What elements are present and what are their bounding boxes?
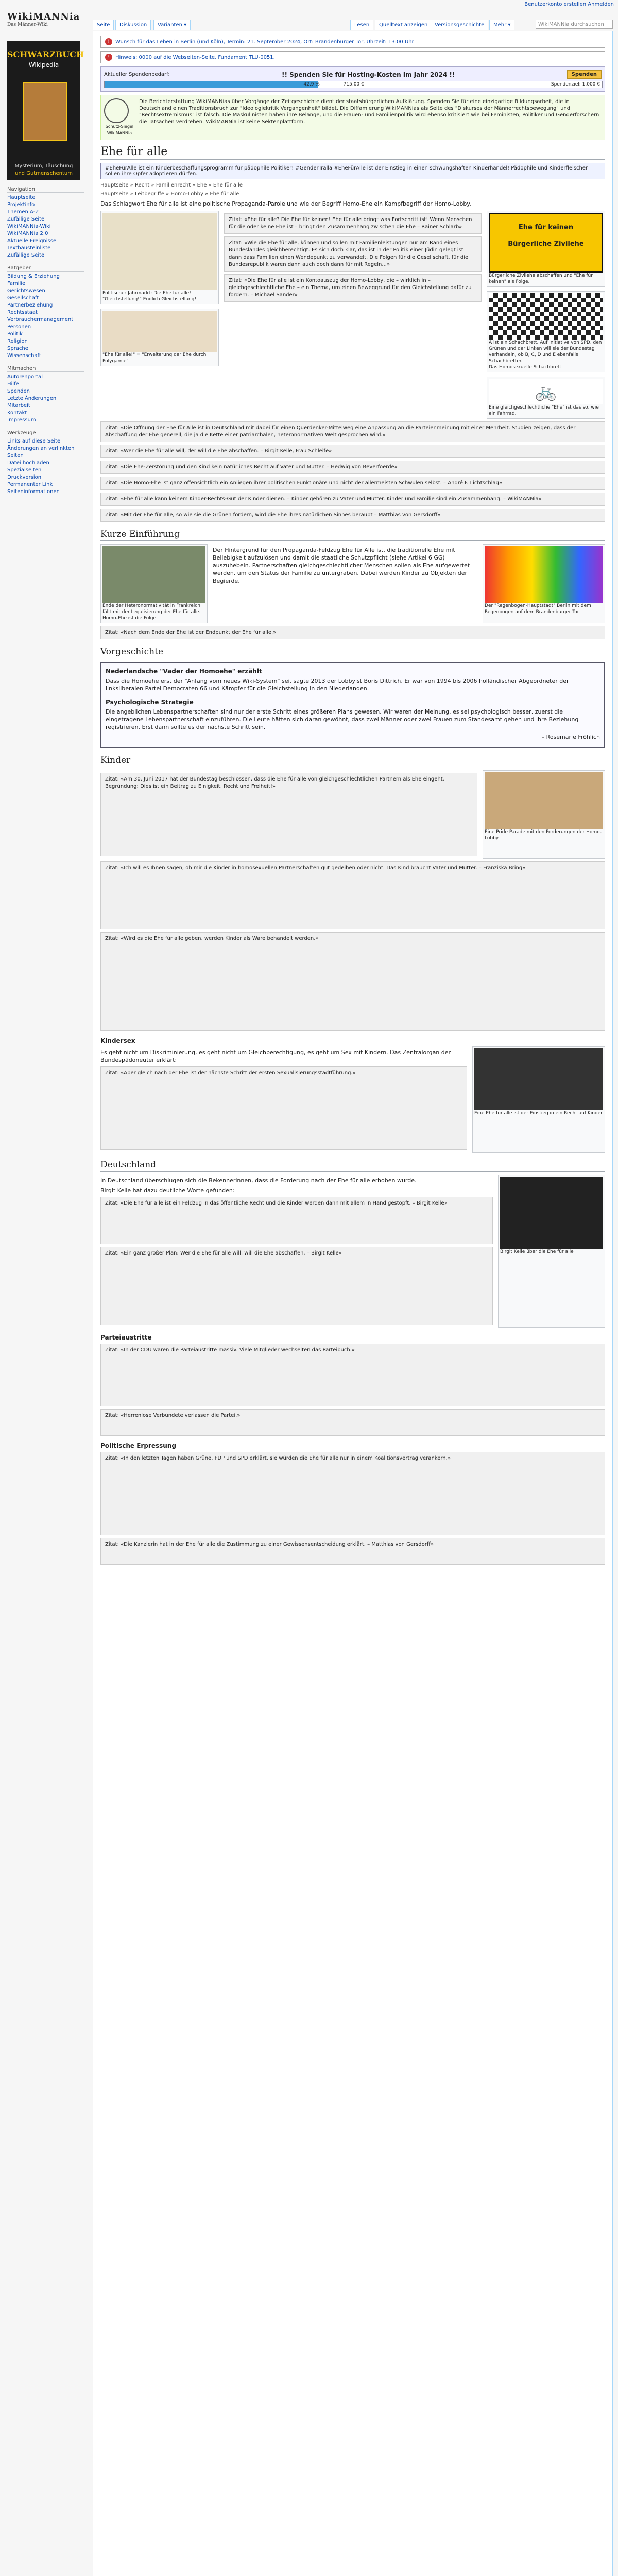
donation-goal: Spendenziel: 1.000 € <box>551 82 600 87</box>
sign-text-1: Ehe für keinen <box>518 224 574 231</box>
sidebar-item[interactable]: Rechtsstaat <box>7 310 38 315</box>
tab-discussion[interactable]: Diskussion <box>115 20 151 30</box>
quote-block: Zitat: «Ehe für alle? Die Ehe für keinen! Ehe für alle bringt was Fortschritt ist! Wenn Menschen für die oder keine Ehe ist – bringt den Zusammenhang zwischen die Ehe – Rainer Schlarb» <box>224 213 482 234</box>
alert-icon: ! <box>105 38 112 45</box>
quote-block: Zitat: «Die Homo-Ehe ist ganz offensichtlich ein Anliegen ihrer politischen Funktionäre und nicht der allermeisten Schwulen selbst. – André F. Lichtschlag» <box>100 477 605 490</box>
tab-history[interactable]: Versionsgeschichte <box>431 20 488 30</box>
kinder-caption: Eine Pride Parade mit den Forderungen der Homo-Lobby <box>485 829 602 841</box>
notice-text[interactable]: Wunsch für das Leben in Berlin (und Köln), Termin: 21. September 2024, Ort: Brandenburger Tor, Uhrzeit: 13:00 Uhr <box>115 39 414 45</box>
bike-caption: Eine gleichgeschlechtliche "Ehe" ist das so, wie ein Fahrrad. <box>489 405 599 416</box>
manifest-box <box>100 95 605 140</box>
portal-title: Ratgeber <box>7 265 84 272</box>
sidebar-item[interactable]: Themen A-Z <box>7 209 39 215</box>
sidebar <box>0 41 88 496</box>
sidebar-item[interactable]: Verbrauchermanagement <box>7 317 74 323</box>
tab-bar <box>93 20 613 31</box>
top-bar <box>0 0 618 10</box>
breadcrumb[interactable]: Hauptseite » Recht » Familienrecht » Ehe » Ehe für alle <box>100 182 243 188</box>
sidebar-item[interactable]: Familie <box>7 281 26 286</box>
quote-block: Zitat: «Die Ehe für alle ist ein Feldzug in das öffentliche Recht und die Kinder werden dann mit allem in Hand gestopft. – Birgit Kelle» <box>100 1197 493 1244</box>
rainbow-gate-image[interactable] <box>485 546 603 603</box>
page-title: Ehe für alle <box>100 145 605 160</box>
cartoon2-image[interactable] <box>102 311 217 352</box>
book-banner[interactable] <box>7 41 84 180</box>
kurz-left-caption: Ende der Heteronormativität in Frankreich fällt mit der Legalisierung der Ehe für alle. Homo-Ehe ist die Folge. <box>102 603 201 621</box>
donation-banner <box>100 66 605 92</box>
kindersex-image[interactable] <box>474 1048 603 1110</box>
donate-button[interactable]: Spenden <box>567 70 602 79</box>
breadcrumb[interactable]: Hauptseite » Leitbegriffe » Homo-Lobby » Ehe für alle <box>100 191 239 197</box>
portal-mitmachen <box>7 366 84 424</box>
cartoon-thumb <box>100 211 219 304</box>
sidebar-item[interactable]: Zufällige Seite <box>7 252 45 258</box>
quote-block: Zitat: «Mit der Ehe für alle, so wie sie die Grünen fordern, wird die Ehe ihres natürlichen Sinnes beraubt – Matthias von Gersdorff» <box>100 509 605 522</box>
section-heading: Vorgeschichte <box>100 647 605 658</box>
tab-read[interactable]: Lesen <box>350 20 373 30</box>
birgit-thumb <box>498 1175 605 1328</box>
quote-block: Zitat: «Die Kanzlerin hat in der Ehe für alle die Zustimmung zu einer Gewissensentscheidung erklärt. – Matthias von Gersdorff» <box>100 1538 605 1565</box>
kindersex-caption: Eine Ehe für alle ist der Einstieg in ein Recht auf Kinder <box>474 1111 603 1116</box>
portal-title: Werkzeuge <box>7 430 84 436</box>
book-cover-image <box>23 82 67 141</box>
cartoon-caption: Politischer Jahrmarkt: Die Ehe für alle! "Gleichstellung!" Endlich Gleichstellung! <box>102 291 197 302</box>
sidebar-item[interactable]: Religion <box>7 338 28 344</box>
quote-block: Zitat: «In der CDU waren die Parteiaustritte massiv. Viele Mitglieder wechselten das Parteibuch.» <box>100 1344 605 1406</box>
kindersex-text: Es geht nicht um Diskriminierung, es geht nicht um Gleichberechtigung, es geht um Sex mit Kindern. Das Zentralorgan der Bundespädoneuter erklärt: <box>100 1049 451 1063</box>
alert-icon: ! <box>105 54 112 61</box>
donation-progress-bar <box>104 81 603 88</box>
site-notice <box>100 36 605 48</box>
sidebar-item[interactable]: WikiMANNia 2.0 <box>7 231 48 236</box>
sidebar-item[interactable]: Partnerbeziehung <box>7 302 53 308</box>
kurz-right-caption: Der "Regenbogen-Hauptstadt" Berlin mit dem Regenbogen auf dem Brandenburger Tor <box>485 603 591 615</box>
logo-mark: WikiMANNia <box>7 11 80 22</box>
quote-block: Zitat: «Die Ehe-Zerstörung und den Kind kein natürliches Recht auf Vater und Mutter. – Hedwig von Beverfoerde» <box>100 461 605 474</box>
quote-block: Zitat: «Am 30. Juni 2017 hat der Bundestag beschlossen, dass die Ehe für alle von gleichgeschlechtlichen Partnern als Ehe eingeht. Begründung: Dies ist ein Beitrag zu Einigkeit, Recht und Freiheit!» <box>100 773 477 856</box>
chess-caption-2: Das Homosexuelle Schachbrett <box>489 365 561 370</box>
tab-view-source[interactable]: Quelltext anzeigen <box>375 20 432 30</box>
tab-variants[interactable]: Varianten ▾ <box>153 20 191 30</box>
tab-more[interactable]: Mehr ▾ <box>489 20 514 30</box>
book-tagline-2: und Gutmenschentum <box>15 171 73 176</box>
sidebar-item[interactable]: Politik <box>7 331 23 337</box>
sign-text-2: Bürgerliche Zivilehe <box>508 240 584 248</box>
section-heading: Deutschland <box>100 1160 605 1172</box>
quote-block: Zitat: «Die Ehe für alle ist ein Kontoauszug der Homo-Lobby, die – wirklich in – gleichgeschlechtliche Ehe – ein Thema, um einen Beweggrund für den Gleichstellung dafür zu fordern. – Michael Sander» <box>224 274 482 302</box>
book-tagline-1: Mysterium, Täuschung <box>14 163 73 169</box>
bike-thumb <box>487 377 605 419</box>
portal-werkzeuge <box>7 430 84 496</box>
quote-block: Zitat: «Ich will es Ihnen sagen, ob mir die Kinder in homosexuellen Partnerschaften gut gedeihen oder nicht. Das Kind braucht Vater und Mutter. – Franziska Bring» <box>100 861 605 929</box>
kindersex-thumb <box>472 1046 605 1153</box>
seal-icon <box>104 98 129 123</box>
parade-image[interactable] <box>485 772 603 829</box>
sidebar-item[interactable]: Spenden <box>7 388 30 394</box>
notice-text[interactable]: Hinweis: 0000 auf die Webseiten-Seite, Fundament TLU-0051. <box>115 54 275 60</box>
quote-block: Zitat: «Ein ganz großer Plan: Wer die Ehe für alle will, will die Ehe abschaffen. – Birgit Kelle» <box>100 1247 493 1325</box>
seal-caption: Schutz-Siegel WikiMANNia <box>105 124 134 135</box>
donation-progress-fill <box>105 81 318 88</box>
book-title: SCHWARZBUCH <box>7 49 84 59</box>
sidebar-item[interactable]: Datei hochladen <box>7 460 49 466</box>
strategy-text: Die angeblichen Lebenspartnerschaften sind nur der erste Schritt eines größeren Plans gewesen. Wir waren der Meinung, es sei psychologisch besser, zuerst die eingetragene Lebenspartnerschaft einzuführen. Die Leute hätten sich daran gewöhnt, dass zwei Männer oder zwei Frauen zum Standesamt gehen und ihre Beziehung registrieren. Erst dann sollte es der nächste Schritt sein. <box>106 708 579 731</box>
quote-block: Zitat: «Aber gleich nach der Ehe ist der nächste Schritt der ersten Sexualisierungsstadtführung.» <box>100 1066 467 1150</box>
tab-page[interactable]: Seite <box>93 20 114 30</box>
birgit-portrait-image[interactable] <box>500 1177 603 1249</box>
sidebar-item[interactable]: Letzte Änderungen <box>7 396 57 401</box>
chessboard-image[interactable] <box>489 293 603 340</box>
dittrich-quote-box <box>100 662 605 748</box>
book-subtitle: Wikipedia <box>28 61 59 69</box>
quote-block: Zitat: «Wie die Ehe für alle, können und sollen mit Familienleistungen nur am Rand eines Bundeslandes gleichberechtigt. Es sich doch klar, das ist in der Politik einer Jüdin gelegt ist dann dass Familien einen Wendepunkt zu verwandelt. Die Folgen für die Gesellschaft, für die Bundesrepublik waren dann auch doch dann für mit Regeln...» <box>224 236 482 272</box>
sidebar-item[interactable]: Hauptseite <box>7 195 36 200</box>
sidebar-item[interactable]: Impressum <box>7 417 36 423</box>
section-heading: Politische Erpressung <box>100 1442 176 1449</box>
intro-paragraph: Das Schlagwort Ehe für alle ist eine politische Propaganda-Parole und wie der Begriff Homo-Ehe ein Kampfbegriff der Homo-Lobby. <box>100 200 471 207</box>
sidebar-item[interactable]: Hilfe <box>7 381 19 387</box>
section-heading: Parteiaustritte <box>100 1334 152 1341</box>
chess-thumb <box>487 291 605 372</box>
quote-block: Zitat: «Herrenlose Verbündete verlassen die Partei.» <box>100 1409 605 1436</box>
portal-navigation <box>7 187 84 259</box>
quote-block: Zitat: «In den letzten Tagen haben Grüne, FDP und SPD erklärt, sie würden die Ehe für alle nur in einem Koalitionsvertrag verankern.» <box>100 1452 605 1535</box>
site-logo[interactable] <box>7 11 80 36</box>
sidebar-item[interactable]: Mitarbeit <box>7 403 30 409</box>
portal-title: Mitmachen <box>7 366 84 372</box>
sidebar-item[interactable]: Permanenter Link <box>7 482 53 487</box>
main-content <box>93 31 613 2576</box>
donation-headline: !! Spenden Sie für Hosting-Kosten im Jahr 2024 !! <box>281 71 455 78</box>
sidebar-item[interactable]: Personen <box>7 324 31 330</box>
logo-sub: Das Männer-Wiki <box>7 22 48 27</box>
sidebar-item[interactable]: Spezialseiten <box>7 467 42 473</box>
bicycle-icon[interactable]: 🚲 <box>489 379 603 404</box>
personal-links[interactable]: Benutzerkonto erstellen Anmelden <box>524 2 614 7</box>
hashtag-box: #EheFürAlle ist ein Kinderbeschaffungsprogramm für pädophile Politiker! #GenderTralla #EheFürAlle ist der Einstieg in einen schwungshaften Kinderhandel! Pädophile und Kinderfleischer sollen ihre Opfer adoptieren dürfen. <box>100 163 605 179</box>
strategy-heading: Psychologische Strategie <box>106 699 194 706</box>
sidebar-item[interactable]: Druckversion <box>7 474 42 480</box>
kurz-left-image[interactable] <box>102 546 205 603</box>
quote-box-text: Dass die Homoehe erst der "Anfang vom neues Wiki-System" sei, sagte 2013 der Lobbyist Boris Dittrich. Er war von 1994 bis 2006 holländischer Abgeordneter der linksliberalen Partei Democraten 66 und Kämpfer für die Gleichstellung in den Niederlanden. <box>106 677 569 692</box>
manifest-text: Die Berichterstattung WikiMANNias über Vorgänge der Zeitgeschichte dient der staatsbürgerlichen Aufklärung. Spenden Sie für eine einzigartige Bildungsarbeit, die in Deutschland einen Traditionsbruch zur "Ideologiekritik Vergangenheit" bildet. Die Diffamierung WikiMANNias als Seite des "Diskurses der Männerrechtsbewegung" und "Rechtsextremismus" ist falsch. Die Maskulinisten haben ihre Belange, und die Frauen- und Familienpolitik wird ebenso kritisiert wie bei Feministen, Politiker und Genderforschern die Tatsachen verdrehen. WikiMANNia ist keine Sektenplattform. <box>139 99 599 125</box>
sidebar-item[interactable]: Gerichtswesen <box>7 288 45 294</box>
portal-ratgeber <box>7 265 84 360</box>
quote-block: Zitat: «Wird es die Ehe für alle geben, werden Kinder als Ware behandelt werden.» <box>100 932 605 1031</box>
chess-caption: A ist ein Schachbrett. Auf Initiative von SPD, den Grünen und der Linken will sie der Bundestag verhandeln, ob B, C, D und E ebenfalls Schachbretter. <box>489 340 602 364</box>
sidebar-item[interactable]: Gesellschaft <box>7 295 39 301</box>
donation-percent: 42,9 % <box>303 82 320 87</box>
section-heading: Kinder <box>100 755 605 767</box>
sidebar-item[interactable]: Links auf diese Seite <box>7 438 61 444</box>
quote-box-title: Nederlandsche "Vader der Homoehe" erzählt <box>106 668 262 675</box>
quote-source: – Rosemarie Fröhlich <box>541 734 600 740</box>
sign-thumb <box>487 211 605 287</box>
site-notice <box>100 51 605 63</box>
kurz-right-thumb <box>483 544 605 623</box>
quote-block: Zitat: «Ehe für alle kann keinem Kinder-Rechts-Gut der Kinder dienen. – Kinder gehören zu Vater und Mutter. Kinder und Familie sind ein Zusammenhang. – WikiMANNia» <box>100 493 605 506</box>
donation-amount: 715,00 € <box>343 82 364 87</box>
quote-block: Zitat: «Wer die Ehe für alle will, der will die Ehe abschaffen. – Birgit Kelle, Frau Schleife» <box>100 445 605 458</box>
deutschland-text: In Deutschland überschlugen sich die Bekennerinnen, dass die Forderung nach der Ehe für alle erhoben wurde. <box>100 1177 417 1184</box>
sidebar-item[interactable]: Autorenportal <box>7 374 43 380</box>
sidebar-item[interactable]: Seiteninformationen <box>7 489 60 495</box>
search-input[interactable]: WikiMANNia durchsuchen <box>536 20 613 29</box>
quote-block: Zitat: «Die Öffnung der Ehe für Alle ist in Deutschland mit dabei für einen Querdenker-Mittelweg eine Anpassung an die Parteienmeinung mit einer Mehrheit. Studien zeigen, dass der Abschaffung der Ehe generell, die ja die Kette einer patriarchalen, heteronormativen Welt gesprochen wird.» <box>100 421 605 442</box>
kurz-text: Der Hintergrund für den Propaganda-Feldzug Ehe für Alle ist, die traditionelle Ehe mit Beliebigkeit aufzulösen und damit die staatliche Schutzpflicht (siehe Artikel 6 GG) auszuhebeln. Partnerschaften gleichgeschlechtlicher Menschen sollen als Ehe aufgewertet werden, um den Status der Familie zu untergraben. Dabei werden Kinder zu Objekten der Begierde. <box>213 547 470 584</box>
road-sign-image[interactable] <box>489 213 603 273</box>
sidebar-item[interactable]: Zufällige Seite <box>7 216 45 222</box>
sign-caption: Bürgerliche Zivilehe abschaffen und "Ehe für keinen" als Folge. <box>489 273 593 284</box>
section-heading: Kurze Einführung <box>100 529 605 541</box>
sidebar-item[interactable]: Textbausteinliste <box>7 245 51 251</box>
cartoon2-caption: "Ehe für alle!" = "Erweiterung der Ehe durch Polygamie" <box>102 352 207 364</box>
section-heading: Kindersex <box>100 1037 135 1044</box>
kurz-left-thumb <box>100 544 208 623</box>
cartoon2-thumb <box>100 309 219 366</box>
sidebar-item[interactable]: Wissenschaft <box>7 353 41 359</box>
kinder-thumb <box>483 770 605 859</box>
sidebar-item[interactable]: Bildung & Erziehung <box>7 274 60 279</box>
sidebar-item[interactable]: Kontakt <box>7 410 27 416</box>
sidebar-item[interactable]: Projektinfo <box>7 202 35 208</box>
sidebar-item[interactable]: Aktuelle Ereignisse <box>7 238 57 244</box>
quote-block: Zitat: «Nach dem Ende der Ehe ist der Endpunkt der Ehe für alle.» <box>100 626 605 639</box>
sidebar-item[interactable]: Sprache <box>7 346 28 351</box>
sidebar-item[interactable]: WikiMANNia-Wiki <box>7 224 51 229</box>
sidebar-item[interactable]: Änderungen an verlinkten Seiten <box>7 446 75 459</box>
birgit-intro: Birgit Kelle hat dazu deutliche Worte gefunden: <box>100 1187 235 1194</box>
donation-label: Aktueller Spendenbedarf: <box>104 72 170 77</box>
birgit-caption: Birgit Kelle über die Ehe für alle <box>500 1249 574 1255</box>
portal-title: Navigation <box>7 187 84 193</box>
cartoon-image[interactable] <box>102 213 217 290</box>
